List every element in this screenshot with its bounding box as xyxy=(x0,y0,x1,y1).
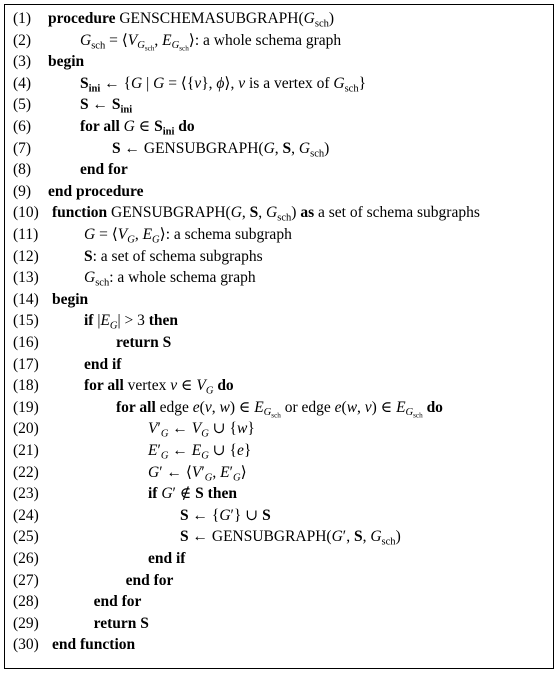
code-line xyxy=(5,505,553,527)
code-line xyxy=(5,116,553,138)
algorithm-box xyxy=(4,4,554,669)
line-number: (22) xyxy=(13,463,39,481)
line-number: (17) xyxy=(13,355,39,373)
code-line xyxy=(5,246,553,268)
code-text: for all G ∈ $S_{ini}$ do xyxy=(80,118,195,138)
line-number: (16) xyxy=(13,334,39,351)
code-text: end if xyxy=(84,355,122,373)
line-number: (29) xyxy=(13,614,39,632)
code-line xyxy=(5,310,553,332)
line-number: (11) xyxy=(13,226,39,243)
line-number: (23) xyxy=(13,485,39,503)
code-line xyxy=(5,73,553,95)
line-number: (14) xyxy=(13,290,39,308)
code-line xyxy=(5,354,553,376)
code-text: if G′ ∉ S then xyxy=(148,485,237,503)
line-number: (25) xyxy=(13,528,39,546)
line-number: (13) xyxy=(13,269,39,287)
code-text: end for xyxy=(93,593,142,611)
code-text: S ← {G′} ∪ S xyxy=(180,506,271,524)
code-line xyxy=(5,181,553,203)
code-line xyxy=(5,462,553,484)
code-line xyxy=(5,267,553,289)
code-text: end procedure xyxy=(48,182,144,200)
code-text: G′ ← $⟨V'_G$, $E'_G⟩$ xyxy=(148,463,247,484)
code-line xyxy=(5,526,553,548)
line-number: (18) xyxy=(13,377,39,395)
code-line xyxy=(5,332,553,354)
code-text: $G_{sch}$ = $⟨V_{G_{sch}}$, $E_{G_{sch}}⟩$: a whole schema graph xyxy=(80,31,342,53)
code-line xyxy=(5,375,553,397)
line-number: (24) xyxy=(13,506,39,524)
code-text: end for xyxy=(125,571,174,589)
code-line xyxy=(5,8,553,30)
line-number: (1) xyxy=(13,10,32,27)
code-line xyxy=(5,548,553,570)
code-text: for all edge e(v, w) ∈ $E_{G_{sch}}$ or edge e(w, v) ∈ $E_{G_{sch}}$ do xyxy=(116,398,443,420)
code-text: S ← GENSUBGRAPH(G, S, $G_{sch}$) xyxy=(112,139,330,160)
line-number: (8) xyxy=(13,161,32,179)
code-line xyxy=(5,570,553,592)
code-line xyxy=(5,202,553,224)
code-line xyxy=(5,397,553,419)
code-line xyxy=(5,51,553,73)
code-line xyxy=(5,634,553,656)
code-line xyxy=(5,591,553,613)
line-number: (15) xyxy=(13,312,39,330)
line-number: (12) xyxy=(13,247,39,265)
line-number: (3) xyxy=(13,53,32,71)
code-text: if $|E_G| > 3$ then xyxy=(84,312,179,333)
code-line xyxy=(5,94,553,116)
code-line xyxy=(5,613,553,635)
code-text: $G_{sch}$: a whole schema graph xyxy=(84,269,256,289)
code-line xyxy=(5,30,553,52)
code-text: S: a set of schema subgraphs xyxy=(84,247,263,265)
code-text: procedure $GENSCHEMASUBGRAPH(G_{sch})$ xyxy=(48,10,335,30)
code-line xyxy=(5,483,553,505)
code-line xyxy=(5,418,553,440)
line-number: (6) xyxy=(13,118,32,135)
code-text: $E'_G$ ← $E_G$ ∪ {e} xyxy=(148,442,252,462)
code-line xyxy=(5,440,553,462)
code-text: end function xyxy=(52,636,136,654)
code-text: $G = ⟨V_G$, $E_G⟩$: a schema subgraph xyxy=(84,226,292,246)
code-text: end for xyxy=(80,161,128,179)
code-text: $V'_G$ ← $V_G$ ∪ {w} xyxy=(148,420,255,441)
code-text: return S xyxy=(116,334,172,351)
line-number: (21) xyxy=(13,442,39,459)
line-number: (5) xyxy=(13,96,32,114)
code-text: begin xyxy=(48,53,85,71)
line-number: (9) xyxy=(13,182,32,200)
code-text: function GENSUBGRAPH(G, S, $G_{sch}$) as a set of schema subgraphs xyxy=(52,204,480,225)
code-text: end if xyxy=(148,550,186,567)
line-number: (30) xyxy=(13,636,39,654)
line-number: (2) xyxy=(13,31,32,49)
line-number: (28) xyxy=(13,593,39,611)
code-text: $S_{ini}$ ← {G | G = ⟨{v}, ϕ⟩, v is a vertex of $G_{sch}$} xyxy=(80,74,367,95)
code-line xyxy=(5,138,553,160)
line-number: (10) xyxy=(13,204,39,222)
code-line xyxy=(5,224,553,246)
line-number: (26) xyxy=(13,550,39,567)
line-number: (19) xyxy=(13,398,39,416)
code-line xyxy=(5,289,553,311)
line-number: (27) xyxy=(13,571,39,589)
code-text: return S xyxy=(93,614,149,632)
line-number: (20) xyxy=(13,420,39,438)
code-text: begin xyxy=(52,290,89,308)
code-text: for all vertex v ∈ $V_G$ do xyxy=(84,377,234,397)
line-number: (4) xyxy=(13,74,32,92)
line-number: (7) xyxy=(13,139,32,157)
code-line xyxy=(5,159,553,181)
code-text: S ← $S_{ini}$ xyxy=(80,96,133,117)
code-text: S ← GENSUBGRAPH(G′, S, $G_{sch}$) xyxy=(180,528,401,549)
